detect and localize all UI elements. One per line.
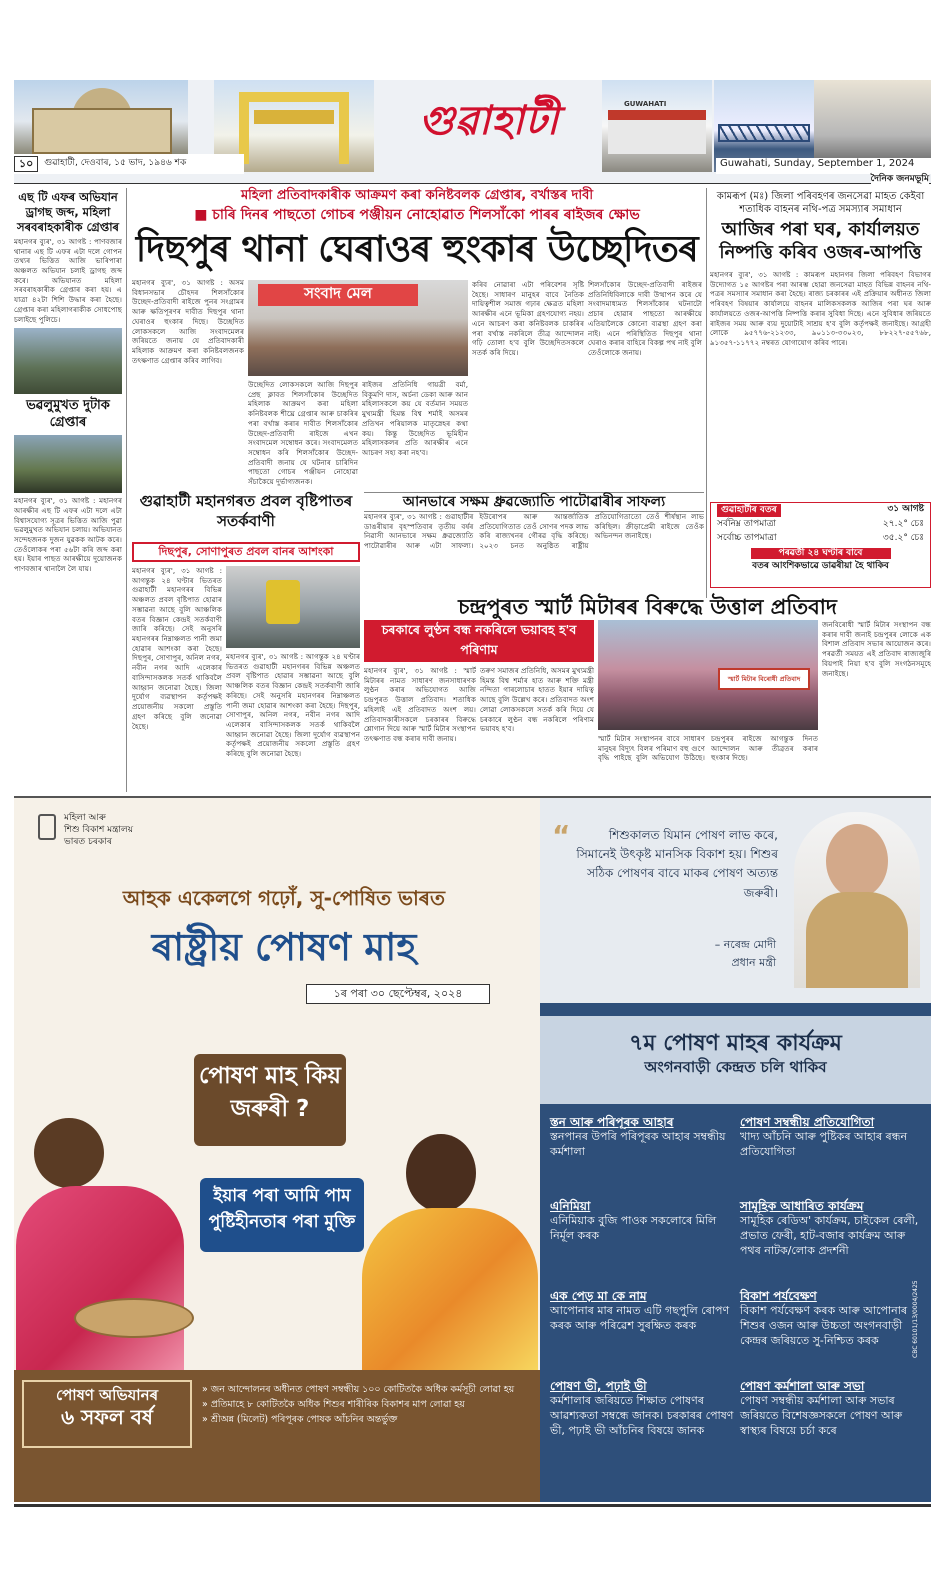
chandrapur-body-2: তৰুণ সমাজৰ প্ৰতিনিধি, অসমৰ মুখ্যমন্ত্ৰী হিমন্ত বিশ্ব শৰ্মাৰ হাত আৰু শক্তি মন্ত্ৰী নন্দিতা গাৰলোচাৰ হাতত ইয়াৰ দায়িত্ব আছে বুলি উল্লেখ কৰে। প্ৰতিবাদত অংশ লোৱা লোকসকলে সতৰ্ক কৰি দিয়ে যে চৰকাৰে লুণ্ঠন বন্ধ নকৰিলে পৰিণাম ভয়াবহ হ'ব।: [480, 666, 594, 734]
ad-left-panel: [14, 798, 540, 1502]
station-photo: [602, 80, 712, 172]
program-subtitle: অংগনবাড়ী কেন্দ্ৰত চলি থাকিব: [644, 1057, 827, 1076]
portrait-vest: [806, 892, 908, 988]
program-cell-8: [740, 1378, 926, 1439]
lead-col-2: [248, 380, 358, 488]
pm-quote: শিশুকালত যিমান পোষণ লাভ কৰে, সিমানেই উৎকৃষ্ট মানসিক বিকাশ হয়। শিশুৰ সঠিক পোষণৰ বাবে মাকৰ পোষণ অত্যন্ত জৰুৰী।: [576, 828, 778, 900]
divider: [126, 188, 127, 792]
bhaluk-headline: ভৱলুমুখত দুটাক গ্ৰেপ্তাৰ: [26, 398, 110, 431]
cell-2-text: খাদ্য আঁচনি আৰু পুষ্টিকৰ আহাৰ ৰন্ধন প্ৰতিযোগিতা: [740, 1130, 908, 1159]
page-bottom-rule: [14, 1504, 931, 1507]
auto-rickshaw: [266, 580, 300, 624]
kamrup-kicker: কামৰূপ (মঃ) জিলা পৰিবহণৰ জনসেৱা মাহত কেইবা শতাধিক বাহনৰ নথি-পত্ৰ সমস্যাৰ সমাধান: [716, 191, 925, 215]
cell-4-heading: সামূহিক আধাৰিত কাৰ্যক্ৰম: [740, 1199, 864, 1213]
pm-portrait: [794, 812, 920, 988]
page-number: ১০: [14, 156, 38, 172]
bullet-1: » জন আন্দোলনৰ অধীনত পোষণ সম্বন্ধীয় ১০০ কোটিতকৈ অধিক কৰ্মসূচী লোৱা হয়: [202, 1384, 515, 1395]
ministry-block: [64, 812, 133, 848]
ad-dates: ১ৰ পৰা ৩০ ছেপ্টেম্বৰ, ২০২৪: [306, 984, 490, 1004]
arrest-photo: [14, 328, 122, 394]
max-temp-label: সৰ্বোচ্চ তাপমাত্ৰা: [717, 532, 777, 543]
flood-photo: [226, 566, 360, 648]
chandrapur-col-2: [480, 666, 594, 792]
ad-tagline: আহক একেলগে গঢ়োঁ, সু-পোষিত ভাৰত: [122, 886, 446, 910]
photo-banner: সংবাদ মেল: [258, 284, 418, 306]
station-sign: GUWAHATI: [624, 100, 667, 108]
ad-title: ৰাষ্ট্ৰীয় পোষণ মাহ: [151, 925, 417, 969]
lead-col-5: [588, 280, 702, 488]
program-cell-7: [550, 1378, 736, 1439]
kamrup-body: [710, 270, 931, 498]
chandrapur-body-1: মহানগৰ ব্যুৰ', ৩১ আগষ্ট : স্মাৰ্ট মিটাৰৰ নামত সাধাৰণ জনসাধাৰণক লুণ্ঠন কৰাৰ অভিযোগত আজি চন্দ্ৰপুৰত উত্তাল প্ৰতিবাদ। শতাধিক মহিলাই এই প্ৰতিবাদত অংশ লয়। প্ৰতিবাদকাৰীসকলে চৰকাৰৰ বিৰুদ্ধে শ্লোগান দিয়ে আৰু স্মাৰ্ট মিটাৰ সংস্থাপন তৎক্ষণাত বন্ধ কৰাৰ দাবী জনায়।: [364, 666, 476, 744]
kamrup-text: মহানগৰ ব্যুৰ', ৩১ আগষ্ট : কামৰূপ মহানগৰ জিলা পৰিবহণ বিভাগৰ উদ্যোগত ১৫ আগষ্টৰ পৰা আৰম্ভ হোৱা জনসেৱা মাহত বিভিন্ন বাহনৰ নথি-পত্ৰৰ সমস্যাৰ সমাধান কৰা হৈছে। ৰাজ্য চৰকাৰৰ এই প্ৰক্ৰিয়াৰ অধীনত জিলা পৰিবহণ বিষয়াৰ কাৰ্যালয়ে বাহনৰ মালিকসকলক আজিৰ পৰা ঘৰ আৰু কাৰ্যালয়তে ওজৰ-আপত্তি নিষ্পত্তি কৰাৰ সুবিধা দিছে। এনে সুবিধাৰ জৰিয়তে ৰাইজৰ সময় আৰু ব্যয় দুয়োটাই সাশ্ৰয় হ'ব বুলি কৰ্তৃপক্ষই জনাইছে। আগ্ৰহী লোকে ৯৫৭৭৬-২১২৩৩, ৯০১১৩-৩৩০২৩, ৮৮২২৭-৫৫৭৬৮, ৯১৩৫৭-১১৭৭২ নম্বৰত যোগাযোগ কৰিব পাৰে।: [710, 270, 931, 348]
weather-date: ৩১ আগষ্ট: [887, 504, 924, 514]
divider: [706, 188, 707, 598]
woman-left-head: [34, 1118, 104, 1188]
cell-8-heading: পোষণ কৰ্মশালা আৰু সভা: [740, 1379, 865, 1393]
abhiyan-bullets: [202, 1382, 536, 1427]
rain-tag: দিছপুৰ, সোণাপুৰত প্ৰবল বানৰ আশংকা: [132, 542, 360, 562]
rain-body-cont: মহানগৰ ব্যুৰ', ৩১ আগষ্ট : আগন্তুক ২৪ ঘণ্টাৰ ভিতৰত গুৱাহাটী মহানগৰৰ বিভিন্ন অঞ্চলত প্ৰবল বৃষ্টিপাত হোৱাৰ সম্ভাৱনা আছে বুলি আঞ্চলিক বতৰ বিজ্ঞান কেন্দ্ৰই সতৰ্কবাণী জাৰি কৰিছে। সেই অনুসৰি মহানগৰৰ নিম্নাঞ্চলত পানী জমা হোৱাৰ আশংকা কৰা হৈছে। দিছপুৰ, সোণাপুৰ, অনিল নগৰ, নবীন নগৰ আদি এলেকাৰ বাসিন্দাসকলক সতৰ্ক থাকিবলৈ আহ্বান জনোৱা হৈছে। জিলা দুৰ্যোগ ব্যৱস্থাপন কৰ্তৃপক্ষই প্ৰয়োজনীয় সকলো প্ৰস্তুতি গ্ৰহণ কৰিছে বুলি জনোৱা হৈছে।: [226, 652, 360, 759]
patowary-text: মহানগৰ ব্যুৰ', ৩১ আগষ্ট : গুৱাহাটীৰ ডাঙৰীয়াৰ বৃহস্পতিবাৰ তৃতীয় বৰ্ষৰ নিৱাসী আনভাৰে সক্ষম ধ্ৰুৱজ্যোতি পাটোৱাৰীৰ আৰু এটা সাফল্য। ইউৰোপৰ আৰু আন্তৰ্জাতিক প্ৰতিযোগিতাত তেওঁ সোণৰ পদক লাভ কৰি ৰাজ্যখনৰ গৌৰৱ বৃদ্ধি কৰিছে। ২০২৩ চনত অনুষ্ঠিত ৰাষ্ট্ৰীয় প্ৰতিযোগিতাতো তেওঁ শীৰ্ষস্থান লাভ কৰিছিল। ক্ৰীড়াপ্ৰেমী ৰাইজে তেওঁক অভিনন্দন জনাইছে।: [364, 512, 704, 551]
chandrapur-body-3: স্মাৰ্ট মিটাৰ সংস্থাপনৰ বাবে সাধাৰণ মানুহৰ বিদ্যুৎ বিলৰ পৰিমাণ বহু গুণে বৃদ্ধি পাইছে বুলি অভিযোগ উঠিছে। চন্দ্ৰপুৰৰ ৰাইজে আগন্তুক দিনত আন্দোলন আৰু তীব্ৰতৰ কৰাৰ হুংকাৰ দিছে।: [598, 734, 818, 763]
masthead: [14, 80, 931, 184]
date-line-left: [14, 154, 244, 174]
cell-5-text: আপোনাৰ মাৰ নামত এটি গছপুলি ৰোপণ কৰক আৰু পৰিৱেশ সুৰক্ষিত কৰক: [550, 1304, 730, 1333]
lead-col-3: [362, 380, 468, 488]
chandrapur-headline: চন্দ্ৰপুৰত স্মাৰ্ট মিটাৰৰ বিৰুদ্ধে উত্তাল প্ৰতিবাদ: [458, 595, 837, 619]
quote-role: প্ৰধান মন্ত্ৰী: [731, 956, 776, 969]
forecast-text: বতৰ আংশিকভাৱে ডাৱৰীয়া হৈ থাকিব: [752, 561, 889, 571]
cell-5-heading: এক পেড় মা কে নাম: [550, 1289, 647, 1303]
chandrapur-col-3: [598, 734, 818, 792]
program-cell-1: [550, 1114, 736, 1160]
protest-banner: স্মাৰ্ট মিটাৰ বিৰোধী প্ৰতিবাদ: [718, 668, 810, 690]
lead-body-3: ৰাইজৰ প্ৰতিনিধি গায়ত্ৰী বৰ্মা, বিকুমণি দাস, অৰ্চনা ডেকা আৰু আন মহিলাসকলে কয় যে বৰ্তমান সময়ত মুখ্যমন্ত্ৰী হিমন্ত বিশ্ব শৰ্মাই অসমৰ প্ৰতিখন পৰিয়ালক মাতৃস্নেহৰ কথা কয়। কিন্তু উচ্ছেদিত ভূমিহীন মহিলাসকলৰ প্ৰতি আৰক্ষীৰ এনে আচৰণ সহ্য কৰা নহ'ব।: [362, 380, 468, 458]
pm-quote-panel: [540, 798, 931, 1003]
weather-title: গুৱাহাটীৰ বতৰ: [717, 504, 781, 517]
ministry-line-3: ভাৰত চৰকাৰ: [64, 837, 112, 848]
program-cell-4: [740, 1198, 926, 1259]
lead-body-2: উচ্ছেদিত লোকসকলে আজি দিছপুৰ প্ৰেছ ক্লাবত শিলসাঁকোৰ উচ্ছেদিত মহিলাক আক্ৰমণ কৰা মহিলা কনিষ্টবলক শীঘ্ৰে গ্ৰেপ্তাৰ আৰু চাকৰিৰ পৰা বৰ্খাস্ত কৰাৰ দাবীত শিলসাঁকোৰ উচ্ছেদ-প্ৰতিবাদী ৰাইজে এখন সংবাদমেল সম্বোধন কৰে। সংবাদমেলত সম্বোধন কৰি শিলসাঁকোৰ উচ্ছেদ-প্ৰতিবাদী জনায় যে ঘটনাৰ চাৰিদিন পাছতো গোচৰ পঞ্জীয়ন নোহোৱা সঁচাকৈয়ে দুৰ্ভাগ্যজনক।: [248, 380, 358, 487]
program-title: ৭ম পোষণ মাহৰ কাৰ্যক্ৰম: [629, 1031, 842, 1056]
woman-right-head: [406, 1134, 476, 1212]
program-cell-5: [550, 1288, 736, 1334]
newspaper-page: [14, 80, 931, 1502]
brand-name: দৈনিক জনমভূমি: [870, 174, 929, 184]
rain-body: মহানগৰ ব্যুৰ', ৩১ আগষ্ট : আগন্তুক ২৪ ঘণ্টাৰ ভিতৰত গুৱাহাটী মহানগৰৰ বিভিন্ন অঞ্চলত প্ৰবল বৃষ্টিপাত হোৱাৰ সম্ভাৱনা আছে বুলি আঞ্চলিক বতৰ বিজ্ঞান কেন্দ্ৰই সতৰ্কবাণী জাৰি কৰিছে। সেই অনুসৰি মহানগৰৰ নিম্নাঞ্চলত পানী জমা হোৱাৰ আশংকা কৰা হৈছে। দিছপুৰ, সোণাপুৰ, অনিল নগৰ, নবীন নগৰ আদি এলেকাৰ বাসিন্দাসকলক সতৰ্ক থাকিবলৈ আহ্বান জনোৱা হৈছে। জিলা দুৰ্যোগ ব্যৱস্থাপন কৰ্তৃপক্ষই প্ৰয়োজনীয় সকলো প্ৰস্তুতি গ্ৰহণ কৰিছে বুলি জনোৱা হৈছে।: [132, 566, 222, 731]
portrait-face: [826, 824, 888, 898]
paper-title: গুৱাহাটী: [418, 97, 560, 144]
cell-3-heading: এনিমিয়া: [550, 1199, 591, 1213]
min-temp-label: সৰ্বনিম্ন তাপমাত্ৰা: [717, 519, 777, 530]
protest-photo: [598, 620, 818, 730]
lead-headline: দিছপুৰ থানা ঘেৰাওৰ হুংকাৰ উচ্ছেদিতৰ: [135, 229, 699, 270]
drugs-headline: এছ টি এফৰ অভিযান ড্ৰাগছ জব্দ, মহিলা সৰবৰাহকাৰীক গ্ৰেপ্তাৰ: [16, 190, 120, 234]
masthead-rule: [14, 174, 931, 184]
date-english: Guwahati, Sunday, September 1, 2024: [716, 158, 931, 174]
cell-6-heading: বিকাশ পৰ্যবেক্ষণ: [740, 1289, 817, 1303]
cell-1-text: স্তনপানৰ উপৰি পৰিপূৰক আহাৰ সম্বন্ধীয় কৰ্মশালা: [550, 1130, 726, 1159]
max-temp-value: ৩৫.২° চেঃ: [882, 532, 924, 543]
question-bubble: পোষণ মাহ কিয় জৰুৰী ?: [194, 1054, 346, 1146]
press-conference-photo: [248, 280, 468, 376]
cell-3-text: এনিমিয়াক বুজি পাওক সকলোৰে মিলি নিৰ্মূল কৰক: [550, 1214, 717, 1243]
abhiyan-line-2: ৬ সফল বৰ্ষ: [61, 1404, 153, 1429]
program-header: [540, 1016, 931, 1104]
rain-col-1: [132, 566, 222, 766]
lead-body-5: শিলসাঁকোৰ উচ্ছেদ-প্ৰতিবাদী ৰাইজৰ প্ৰতিনিধিবিলাকে দাবী উত্থাপন কৰে যে সংবাদমাধ্যমত শিলসাঁকোৰ ঘটনাটো প্ৰচাৰ হোৱাৰ পাছতো আৰক্ষীয়ে এতিয়ালৈকে কোনো ব্যৱস্থা গ্ৰহণ কৰা নাই। এনে পৰিস্থিতিত দিছপুৰ থানা ঘেৰাও কৰাৰ বাহিৰে বিকল্প পথ নাই বুলি তেওঁলোকে জনায়।: [588, 280, 702, 358]
lead-body-4: কৰিব নোৱাৰা এটা পৰিবেশৰ সৃষ্টি হৈছে। সাধাৰণ মানুহৰ বাবে নৈতিক দায়িত্বশীল সমাজ গঢ়াৰ ক্ষেত্ৰত মহিলা আৰক্ষীৰ এনে ভূমিকা গ্ৰহণযোগ্য নহয়। এনে আচৰণ কৰা কনিষ্টবলক চাকৰিৰ পৰা বৰ্খাস্ত নকৰিলে তীব্ৰ আন্দোলন গঢ়ি তোলা হ'ব বুলি উচ্ছেদিতসকলে সতৰ্ক কৰি দিয়ে।: [472, 280, 584, 358]
forecast-window: পৰৱৰ্তী ২৪ ঘণ্টাৰ বাবে: [751, 548, 891, 559]
drugs-body: মহানগৰ ব্যুৰ', ৩১ আগষ্ট : পাণবজাৰ থানাৰ এছ টি এফৰ এটা দলে গোপন তথ্যৰ ভিত্তিত আজি ভাৰিপাৰা অঞ্চলত অভিযান চলাই ড্ৰাগছ জব্দ কৰে। অভিযানত মহিলা সৰবৰাহকাৰীক গ্ৰেপ্তাৰ কৰা হয়। এ যাত্ৰা ৪২টা শিশি উদ্ধাৰ কৰা হৈছে। গ্ৰেপ্তাৰ কৰা মহিলাগৰাকীক সোধপোছ চলাইছে পুলিচে।: [14, 236, 122, 324]
cbc-code: CBC 60101/13/0004/2425: [912, 1280, 919, 1358]
rain-col-2: [226, 652, 360, 792]
cell-6-text: বিকাশ পৰ্যবেক্ষণ কৰক আৰু আপোনাৰ শিশুৰ ওজন আৰু উচ্চতা অংগনবাড়ী কেন্দ্ৰৰ জৰিয়তে সু-নিশ্চিত কৰক: [740, 1304, 908, 1347]
cell-2-heading: পোষণ সম্বন্ধীয় প্ৰতিযোগিতা: [740, 1115, 875, 1129]
quote-mark-icon: “: [552, 819, 571, 852]
bullet-2: » প্ৰতিমাহে ৮ কোটিতকৈ অধিক শিশুৰ শাৰীৰিক বিকাশৰ মাপ লোৱা হয়: [202, 1399, 465, 1411]
answer-bubble: ইয়াৰ পৰা আমি পাম পুষ্টিহীনতাৰ পৰা মুক্তি: [200, 1178, 364, 1252]
chandrapur-tag: চৰকাৰে লুণ্ঠন বন্ধ নকৰিলে ভয়াবহ হ'ব পৰিণাম: [364, 620, 594, 662]
lead-kicker: মহিলা প্ৰতিবাদকাৰীক আক্ৰমণ কৰা কনিষ্টবলক গ্ৰেপ্তাৰ, বৰ্খাস্তৰ দাবী: [240, 188, 594, 203]
weather-box: [710, 502, 931, 588]
cell-7-heading: পোষণ ভী, পঢ়াই ভী: [550, 1379, 647, 1393]
bullet-3: » শ্ৰীঅন্ন (মিলেট) পৰিপূৰক পোষক আঁচনিৰ অন্তৰ্ভুক্ত: [202, 1414, 398, 1426]
winnowing-basket: [74, 1298, 194, 1338]
quote-author: – নৰেন্দ্ৰ মোদী: [714, 938, 776, 951]
suspects-photo: [14, 435, 122, 493]
chandrapur-body-4: জনবিৰোধী স্মাৰ্ট মিটাৰ সংস্থাপন বন্ধ কৰাৰ দাবী জনাই চন্দ্ৰপুৰৰ লোকে এক বিশাল প্ৰতিবাদ সভাৰ আয়োজন কৰে। পৰৱৰ্তী সময়ত এই প্ৰতিবাদ ৰাজ্যজুৰি বিয়পাই নিয়া হ'ব বুলি সংগঠনসমূহে জনাইছে।: [822, 620, 931, 678]
abhiyan-box: [22, 1380, 192, 1448]
chandrapur-col-4: [822, 620, 931, 792]
abhiyan-line-1: পোষণ অভিযানৰ: [55, 1386, 159, 1404]
chandrapur-col-1: [364, 666, 476, 792]
ministry-line-2: শিশু বিকাশ মন্ত্ৰালয়: [64, 825, 134, 836]
program-cell-3: [550, 1198, 736, 1244]
ad-right-panel: [540, 798, 931, 1502]
program-cell-6: [740, 1288, 926, 1349]
cell-8-text: পোষণ সম্বন্ধীয় কৰ্মশালা আৰু সভাৰ জৰিয়তে বিশেষজ্ঞসকলে পোষণ আৰু স্বাস্থ্যৰ বিষয়ে চৰ্চা কৰে: [740, 1394, 903, 1437]
woman-right-saree: [362, 1208, 538, 1370]
lead-col-4: [472, 280, 584, 488]
lead-subkicker: ■ চাৰি দিনৰ পাছতো গোচৰ পঞ্জীয়ন নোহোৱাত শিলসাঁকো পাৰৰ ৰাইজৰ ক্ষোভ: [194, 207, 640, 223]
cell-1-heading: স্তন আৰু পৰিপূৰক আহাৰ: [550, 1115, 674, 1129]
date-assamese: গুৱাহাটী, দেওবাৰ, ১৫ ভাদ, ১৯৪৬ শক: [44, 158, 187, 169]
ministry-line-1: মহিলা আৰু: [64, 813, 106, 823]
woman-left-saree: [16, 1186, 184, 1370]
poshan-maah-advertisement: [14, 796, 931, 1502]
left-column: [14, 188, 122, 792]
program-cell-2: [740, 1114, 926, 1160]
rain-headline: গুৱাহাটী মহানগৰত প্ৰবল বৃষ্টিপাতৰ সতৰ্কবাণী: [139, 492, 353, 530]
patowary-headline: আনভাৰে সক্ষম ধ্ৰুৱজ্যোতি পাটোৱাৰীৰ সাফল্য: [364, 492, 704, 512]
lead-col-1: [132, 278, 244, 376]
emblem-icon: [38, 814, 56, 840]
min-temp-value: ২৭.২° চেঃ: [882, 519, 924, 530]
cell-4-text: সামূহিক ৰেডিঅ' কাৰ্যক্ৰম, চাইকেল ৰেলী, প্ৰভাত ফেৰী, হাট-বজাৰ কাৰ্যক্ৰম আৰু পথৰ নাটক/লোক প্ৰদৰ্শনী: [740, 1214, 919, 1257]
abhiyan-bar: [14, 1370, 540, 1502]
cell-7-text: কৰ্মশালাৰ জৰিয়তে শিক্ষাত পোষণৰ আৱশ্যকতা সম্বন্ধে জানক। চৰকাৰৰ পোষণ ভী, পঢ়াই ভী আঁচনিৰ বিষয়ে জানক: [550, 1394, 734, 1437]
lead-body-1: মহানগৰ ব্যুৰ', ৩১ আগষ্ট : অসম বিধানসভাৰ চৌহদৰ শিলসাঁকোৰ উচ্ছেদ-প্ৰতিবাদী ৰাইজে পুনৰ সংগ্ৰামৰ আৰু ক্ষতিপূৰণৰ দাবীত দিছপুৰ থানা ঘেৰাওৰ হুংকাৰ দিছে। উচ্ছেদিত লোকসকলে আজি সংবাদমেলৰ জৰিয়তে জনায় যে প্ৰতিবাদকাৰী মহিলাক আক্ৰমণ কৰা কনিষ্টবলজনক তৎক্ষণাত গ্ৰেপ্তাৰ কৰিব লাগিব।: [132, 278, 244, 365]
kamrup-headline: আজিৰ পৰা ঘৰ, কাৰ্যালয়ত নিষ্পত্তি কৰিব ওজৰ-আপত্তি: [719, 219, 922, 264]
bhaluk-body: মহানগৰ ব্যুৰ', ৩১ আগষ্ট : মহানগৰ আৰক্ষীৰ এছ টি এফৰ এটা দলে এটা বিশ্বাসযোগ্য সূত্ৰৰ ভিত্তিত আজি পুৱা ভৱলুমুখত অভিযান চলায়। অভিযানত সন্দেহজনক দুজন যুৱকক আটক কৰে। তেওঁলোকৰ পৰা ৫৬টা কৰি জব্দ কৰা হয়। ইয়াৰ পাছত আৰক্ষীয়ে দুয়োজনক পাণবজাৰ থানালৈ লৈ যায়।: [14, 496, 122, 574]
